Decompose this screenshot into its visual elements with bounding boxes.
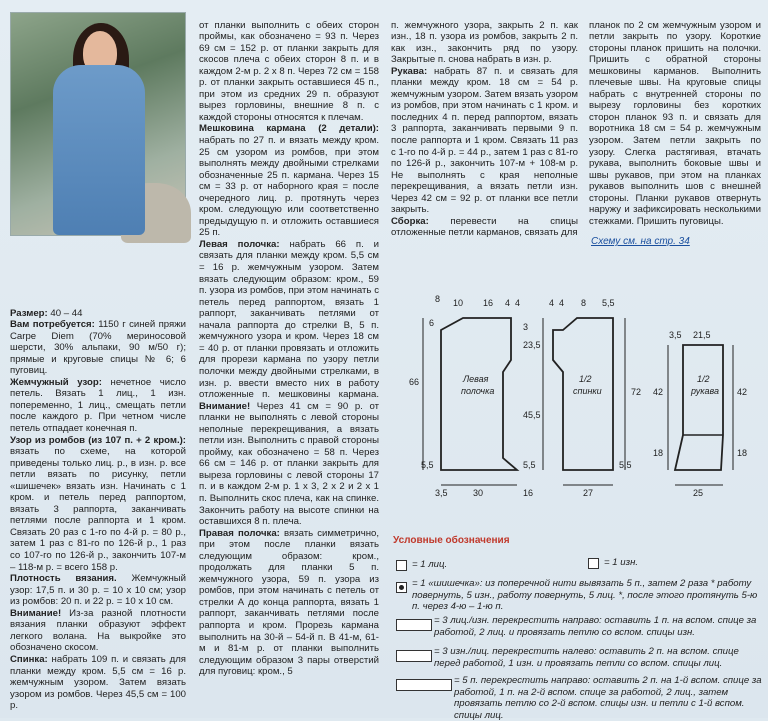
dim-30: 30 — [473, 488, 484, 498]
sleeve-dim-25: 25 — [693, 488, 704, 498]
column-3 — [391, 8, 581, 248]
back-label: Спинка: — [10, 653, 48, 665]
assembly-text: перевести на спицы отложенные петли карманов, связать для — [391, 215, 581, 239]
dim-27: 27 — [583, 488, 594, 498]
dim-top-4d: 4 — [559, 298, 565, 308]
sleeve-outline — [675, 345, 723, 470]
dim-23-5: 23,5 — [523, 340, 541, 350]
density-text: Жемчужный узор: 17,5 п. и 30 р. = 10 x 10 см; узор из ромбов: 20 п. и 22 р. = 10 x 10 см. — [10, 573, 189, 608]
dim-top-4b: 4 — [515, 298, 521, 308]
dim-3: 3 — [523, 322, 529, 332]
left-front-text-2: Через 41 см = 90 р. от планки не выполнять с левой стороны неполные перекрещивания, а вязать петли изн. Выполнить с правой стороны пройму, как обозначено = 58 п. Через 66 см = 146 р. от планки закрыть для выреза горловины с левой стороны 17 п. и в каждом 2-м р. 1 x 3, 2 x 2 и 2 x 1 п. Выполнить скос плеча, как на спинке. Закончить работу на высоте спинки на оставшихся 8 п. плеча. — [199, 400, 382, 528]
attention-label: Внимание! — [10, 607, 62, 619]
size-label: Размер: — [10, 307, 48, 319]
dim-45-5: 45,5 — [523, 410, 541, 420]
dim-3-5-bottom: 3,5 — [435, 488, 448, 498]
pocket-text: набрать по 27 п. и вязать между кром. 25 см узором из ромбов, при этом выполнять между двойными стрелками обозначенные 25 п. кармана. Через 15 см = 33 р. от наборного края = после очередного лиц. р. протянуть через кром. следующую или соответственно предыдущую п. и отложить оставшиеся 25 п. — [199, 123, 382, 239]
sleeve-dim-42-left: 42 — [653, 387, 664, 397]
scheme-reference-link[interactable]: Схему см. на стр. 34 — [591, 236, 690, 247]
legend-cross-left: = 3 изн./лиц. перекрестить налево: оставить 2 п. на вспом. спице перед работой, 1 изн. и провязать петли со вспом. спицы лиц. — [434, 646, 742, 669]
sleeve-dim-18-right: 18 — [737, 448, 748, 458]
density-label: Плотность вязания. — [10, 573, 117, 585]
back-text: набрать 109 п. и связать для планки между кром. 5,5 см = 16 р. жемчужным узором. Затем вязать узором из ромбов. Через 45,5 см = 100 р. — [10, 653, 189, 712]
materials-text: 1150 г синей пряжи Carpe Diem (70% мериносовой шерсти, 30% альпаки, 90 м/50 г); прямые и круговые спицы № 6; 6 пуговиц. — [10, 319, 189, 377]
dim-6: 6 — [429, 318, 435, 328]
dim-top-5-5: 5,5 — [602, 298, 615, 308]
left-front-text: набрать 66 п. и связать для планки между кром. 5,5 см = 16 р. жемчужным узором. Затем вязать следующим образом: кром., 59 п. узора из ромбов, при этом начинать с петель перед раппортом, вязать 1 раппорт, заканчивать петлями от начала раппорта до стрелки В, 5 п. жемчужного узора и кром. Через 18 см = 40 р. от планки провязать и отложить для прорези кармана по узору петли полочки между двойными стрелками, в изн. р. ввести вместо них в работу отложенные п. мешковины кармана. — [199, 238, 382, 401]
dim-5-5-left: 5,5 — [421, 460, 434, 470]
cross-left-symbol-icon — [396, 650, 432, 662]
sleeve-dim-42-right: 42 — [737, 387, 748, 397]
legend-cross-five: = 5 п. перекрестить направо: оставить 2 п. на 1-й вспом. спице за работой, 1 п. на 2-й вспом. спице за работой, 2 лиц., затем провязать петлю со 2-й вспом. спицы изн. и петли с 1-й вспом. спицы лиц. — [454, 675, 765, 721]
dim-top-4c: 4 — [549, 298, 555, 308]
dim-top-16: 16 — [483, 298, 494, 308]
materials-label: Вам потребуется: — [10, 319, 95, 331]
legend-title: Условные обозначения — [393, 535, 510, 546]
bobble-symbol-icon — [396, 582, 407, 593]
left-front-label: Левая полочка: — [199, 238, 280, 250]
knit-symbol-icon — [396, 560, 407, 571]
dim-66: 66 — [409, 377, 420, 387]
purl-symbol-icon — [588, 558, 599, 569]
column-1 — [10, 296, 189, 716]
column-2 — [199, 8, 382, 718]
cross-right-symbol-icon — [396, 619, 432, 631]
dim-top-8b: 8 — [581, 298, 587, 308]
sleeve-title-1: 1/2 — [697, 374, 710, 384]
assembly-label: Сборка: — [391, 215, 429, 227]
right-front-label: Правая полочка: — [199, 527, 280, 539]
left-front-title-1: Левая — [463, 374, 489, 384]
col2-intro: от планки выполнить с обеих сторон проймы, как обозначено = 93 п. Через 69 см = 152 р. от планки закрыть для скосов плеча с обеих сторон 8 п. и в каждом 2-м р. 2 x 8 п. Через 72 см = 158 р. от планки закрыть оставшиеся 45 п., при этом из средних 29 п. образуют вырез горловины, внешние 8 п. с каждой стороны относятся к плечам. — [199, 19, 382, 123]
attention-text: Из-за разной плотности вязания планки образуют эффект легкого волана. На выкройке это обозначено скосом. — [10, 607, 189, 654]
sleeve-dim-18-left: 18 — [653, 448, 664, 458]
size-value: 40 – 44 — [47, 307, 83, 319]
col4-text: планок по 2 см жемчужным узором и петли закрыть по узору. Короткие стороны планок пришить на полочки. Пришить с обратной стороны мешковины карманов. Выполнить плечевые швы. На круговые спицы набрать с внутренней стороны по вырезу горловины без коротких сторон планок 93 п. и связать для воротника 18 см = 54 р. жемчужным узором. Затем петли закрыть по узору. Слегка растягивая, втачать рукава, выполнить боковые швы и швы рукавов, при этом на планках рукавов выполнить шов с внешней стороны. Планки рукавов отвернуть наружу и зафиксировать несколькими стежками. Пришить пуговицы. — [589, 19, 764, 227]
right-front-text: вязать симметрично, при этом после планки вязать следующим образом: кром., продолжать для планки 5 п. жемчужного узора, 59 п. узора из ромбов, при этом начинать с петель от стрелки А до конца раппорта, вязать 1 раппорт, заканчивать петлями после раппорта и кром. Прорезь кармана выполнить на 30-й – 54-й п. В 41-м, 61-м и 81-м р. от планки выполнить следующим образом 3 пары отверстий для пуговиц: кром., 5 — [199, 527, 382, 678]
legend-bobble: = 1 «шишечка»: из поперечной нити вывязать 5 п., затем 2 раза * работу повернуть, 5 изн., работу повернуть, 5 лиц. *, после этого протянуть 5-ю п. через 4-ю – 1-ю п. — [412, 578, 760, 612]
dim-5-5-mid: 5,5 — [523, 460, 536, 470]
pocket-label: Мешковина кармана (2 детали): — [199, 123, 379, 135]
sleeve-dim-3-5: 3,5 — [669, 330, 682, 340]
left-front-title-2: полочка — [461, 386, 495, 396]
sleeve-title-2: рукава — [691, 386, 719, 396]
sleeve-dim-21-5: 21,5 — [693, 330, 711, 340]
cross-five-symbol-icon — [396, 679, 452, 691]
column-4 — [589, 8, 764, 233]
pattern-diagram — [393, 290, 763, 510]
dim-top-8: 8 — [435, 294, 441, 304]
dim-16-bottom: 16 — [523, 488, 534, 498]
photo-sweater — [53, 65, 145, 235]
attention-label-2: Внимание! — [199, 389, 382, 412]
diamond-pattern-text: вязать по схеме, на которой приведены только лиц. р., в изн. р. все петли вязать по рисунку, петли «шишечек» вязать изн. Начинать с 1 кром. и петель перед раппортом, вязать 3 раппорта, заканчивать петлями после раппорта и 1 кром. Связать 20 раз с 1-го по 4-й р. = 80 р., затем 1 раз с 81-го по 126-й р., 1 раз со 107-го по 126-й р., закончить 107-м – 118-м р. = всего 158 р. — [10, 434, 189, 573]
pearl-pattern-text: нечетное число петель. Вязать 1 лиц., 1 изн. попеременно, 1 лиц., смещать петли после каждого р. При четном числе петель отпадает конечная п. — [10, 376, 189, 435]
sleeves-label: Рукава: — [391, 65, 428, 77]
legend-cross-right: = 3 лиц./изн. перекрестить направо: оставить 1 п. на вспом. спице за работой, 2 лиц. и провязать петлю со вспом. спицы изн. — [434, 615, 760, 638]
dim-5-5-right: 5,5 — [619, 460, 632, 470]
pearl-pattern-label: Жемчужный узор: — [10, 376, 102, 388]
back-title-1: 1/2 — [579, 374, 592, 384]
dimension-lines — [423, 318, 733, 485]
back-title-2: спинки — [573, 386, 602, 396]
legend-knit: = 1 лиц. — [412, 559, 448, 570]
dim-top-10: 10 — [453, 298, 464, 308]
col3-intro: п. жемчужного узора, закрыть 2 п. как изн., 18 п. узора из ромбов, закрыть 2 п. как изн., закончить ряд по узору. Закрытые п. снова набрать в изн. р. — [391, 19, 581, 66]
legend-purl: = 1 изн. — [604, 557, 639, 568]
sleeves-text: набрать 87 п. и связать для планки между кром. 18 см = 54 р. жемчужным узором. Затем вязать узором из ромбов, при этом начинать с 1 кром. и последних 4 п. перед раппортом, вязать 3 раппорта, заканчивать первыми 9 п. после раппорта и 1 кром. Связать 11 раз с 1-го по 4-й р. = 44 р., затем 1 раз с 81-го по 126-й р., закончить 107-м + 108-м р. Не выполнять с края неполные перекрещивания, а вязать петли изн. Через 42 см = 92 р. от планки все петли закрыть. — [391, 65, 581, 216]
dim-72: 72 — [631, 387, 642, 397]
model-photo — [10, 12, 186, 236]
diamond-pattern-label: Узор из ромбов (из 107 п. + 2 кром.): — [10, 434, 186, 446]
dim-top-4a: 4 — [505, 298, 511, 308]
